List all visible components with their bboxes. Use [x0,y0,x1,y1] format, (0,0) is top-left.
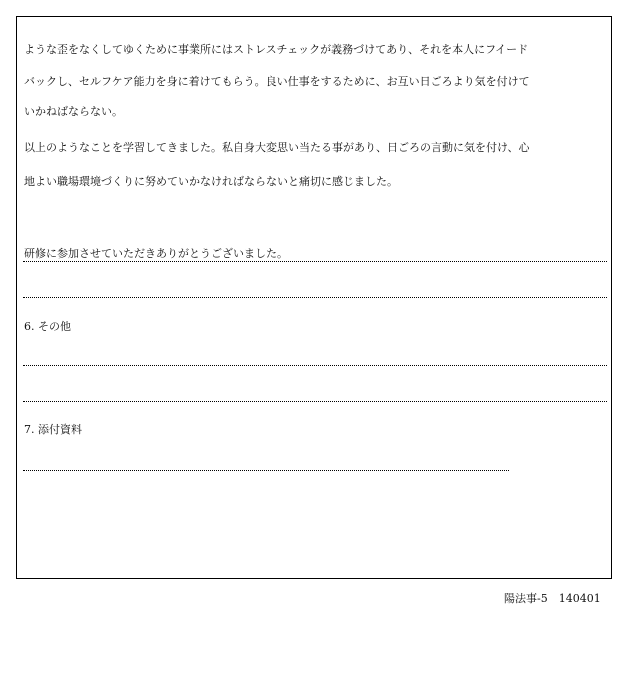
paragraph-line-3: いかねばならない。 [24,105,123,118]
rule-line-2 [23,297,607,298]
paragraph-line-2: バックし、セルフケア能力を身に着けてもらう。良い仕事をするために、お互い日ごろより気を付けて [24,75,530,88]
rule-line-1 [23,261,607,262]
paragraph-line-5: 地よい職場環境づくりに努めていかなければならないと痛切に感じました。 [24,175,398,188]
paragraph-line-4: 以上のようなことを学習してきました。私自身大変思い当たる事があり、日ごろの言動に気を付け、心 [24,141,530,154]
rule-line-5 [23,470,509,471]
thanks-text: 研修に参加させていただきありがとうございました。 [24,247,288,260]
rule-line-3 [23,365,607,366]
document-code: 陽法事-5 140401 [504,592,601,605]
section-6-title: 6. その他 [24,320,71,333]
section-7-title: 7. 添付資料 [24,423,82,436]
paragraph-line-1: ような歪をなくしてゆくために事業所にはストレスチェックが義務づけてあり、それを本人にフイード [24,43,529,56]
report-frame [16,16,612,579]
rule-line-4 [23,401,607,402]
